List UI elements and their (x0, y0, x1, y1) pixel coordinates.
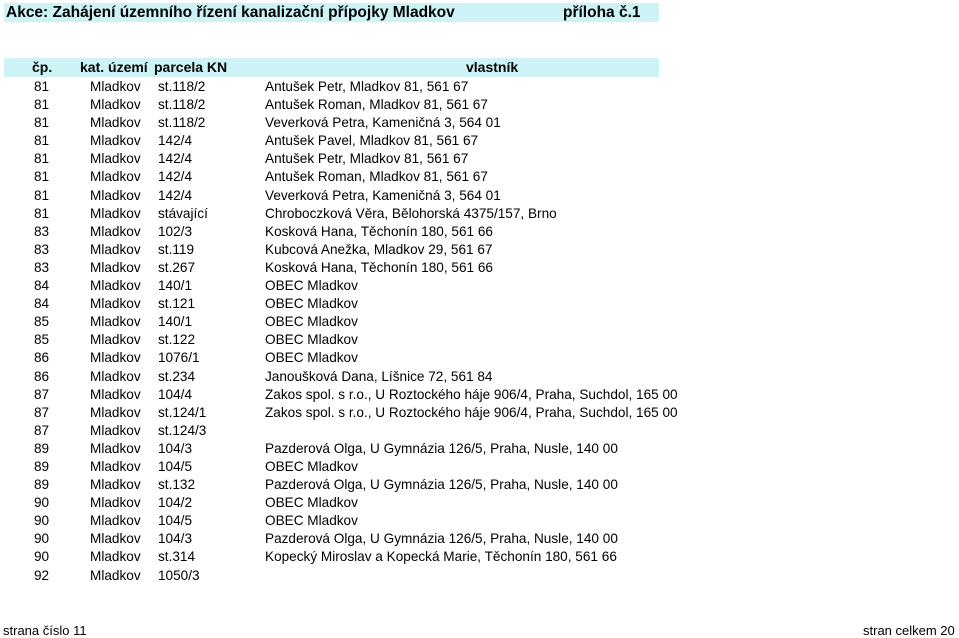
cell-cp: 85 (34, 314, 50, 330)
cell-vlastnik: OBEC Mladkov (265, 296, 358, 312)
cell-cp: 89 (34, 440, 50, 456)
cell-parcela: st.122 (158, 332, 196, 348)
cell-parcela: 1076/1 (158, 350, 200, 366)
cell-cp: 81 (34, 187, 50, 203)
cell-vlastnik: Zakos spol. s r.o., U Roztockého háje 906/4, Praha, Suchdol, 165 00 (265, 386, 678, 402)
table-row (0, 458, 959, 476)
cell-parcela: st.118/2 (158, 97, 206, 113)
cell-cp: 92 (34, 567, 50, 583)
cell-cp: 81 (34, 97, 50, 113)
table-row (0, 150, 959, 168)
cell-cp: 81 (34, 79, 50, 94)
table-header (4, 58, 659, 77)
cell-cp: 90 (34, 531, 50, 547)
cell-parcela: st.314 (158, 549, 196, 565)
cell-parcela: st.124/1 (158, 404, 207, 420)
cell-katastr: Mladkov (90, 187, 141, 203)
cell-parcela: st.119 (158, 241, 195, 257)
cell-vlastnik: OBEC Mladkov (265, 458, 358, 474)
table-row (0, 187, 959, 205)
cell-vlastnik: Antušek Roman, Mladkov 81, 561 67 (265, 169, 488, 185)
cell-parcela: 104/3 (158, 531, 193, 547)
table-row (0, 386, 959, 404)
cell-katastr: Mladkov (90, 205, 141, 221)
cell-parcela: st.124/3 (158, 422, 207, 438)
cell-katastr: Mladkov (90, 368, 141, 384)
cell-cp: 81 (34, 169, 50, 185)
cell-katastr: Mladkov (90, 79, 141, 94)
cell-vlastnik: Kosková Hana, Těchonín 180, 561 66 (265, 223, 493, 239)
cell-cp: 86 (34, 350, 50, 366)
cell-vlastnik: Pazderová Olga, U Gymnázia 126/5, Praha, Nusle, 140 00 (265, 440, 618, 456)
cell-vlastnik: Antušek Pavel, Mladkov 81, 561 67 (265, 133, 479, 149)
cell-vlastnik: Kosková Hana, Těchonín 180, 561 66 (265, 259, 493, 275)
cell-katastr: Mladkov (90, 567, 141, 583)
cell-vlastnik: Antušek Petr, Mladkov 81, 561 67 (265, 79, 469, 94)
cell-cp: 83 (34, 223, 50, 239)
table-row (0, 132, 959, 150)
table-row (0, 241, 959, 259)
cell-vlastnik: Janoušková Dana, Líšnice 72, 561 84 (265, 368, 493, 384)
cell-katastr: Mladkov (90, 549, 141, 565)
cell-parcela: 104/5 (158, 458, 193, 474)
cell-katastr: Mladkov (90, 115, 141, 131)
cell-cp: 83 (34, 241, 50, 257)
cell-katastr: Mladkov (90, 151, 141, 167)
cell-katastr: Mladkov (90, 241, 141, 257)
cell-katastr: Mladkov (90, 259, 141, 275)
cell-parcela: stávající (158, 205, 208, 221)
table-row (0, 78, 959, 96)
cell-cp: 85 (34, 332, 50, 348)
cell-vlastnik: Kubcová Anežka, Mladkov 29, 561 67 (265, 241, 493, 257)
page-number: strana číslo 11 (3, 623, 87, 638)
cell-vlastnik: OBEC Mladkov (265, 332, 358, 348)
table-row (0, 349, 959, 367)
cell-cp: 89 (34, 458, 50, 474)
cell-katastr: Mladkov (90, 477, 141, 493)
cell-katastr: Mladkov (90, 386, 141, 402)
cell-katastr: Mladkov (90, 133, 141, 149)
document-title: Akce: Zahájení územního řízení kanalizační přípojky Mladkov (6, 4, 455, 21)
table-row (0, 440, 959, 458)
cell-vlastnik: OBEC Mladkov (265, 350, 358, 366)
table-row (0, 530, 959, 548)
table-row (0, 223, 959, 241)
cell-parcela: 140/1 (158, 314, 193, 330)
table-row (0, 205, 959, 223)
table-row (0, 422, 959, 440)
table-row (0, 259, 959, 277)
cell-katastr: Mladkov (90, 440, 141, 456)
cell-katastr: Mladkov (90, 404, 141, 420)
cell-vlastnik: Antušek Roman, Mladkov 81, 561 67 (265, 97, 488, 113)
table-row (0, 494, 959, 512)
cell-katastr: Mladkov (90, 278, 141, 294)
cell-cp: 90 (34, 549, 50, 565)
header-parcela: parcela KN (154, 59, 228, 75)
cell-parcela: 142/4 (158, 133, 193, 149)
cell-cp: 90 (34, 513, 50, 529)
cell-cp: 81 (34, 205, 50, 221)
cell-parcela: 104/5 (158, 513, 193, 529)
cell-vlastnik: Veverková Petra, Kameničná 3, 564 01 (265, 115, 501, 131)
cell-cp: 83 (34, 259, 50, 275)
cell-parcela: 104/3 (158, 440, 193, 456)
cell-katastr: Mladkov (90, 513, 141, 529)
table-row (0, 512, 959, 530)
table-row (0, 567, 959, 585)
cell-vlastnik: OBEC Mladkov (265, 314, 358, 330)
cell-cp: 84 (34, 296, 50, 312)
cell-vlastnik: Pazderová Olga, U Gymnázia 126/5, Praha, Nusle, 140 00 (265, 531, 618, 547)
table-row (0, 168, 959, 186)
cell-parcela: st.121 (158, 296, 196, 312)
cell-parcela: 102/3 (158, 223, 193, 239)
cell-katastr: Mladkov (90, 350, 141, 366)
cell-cp: 81 (34, 115, 50, 131)
cell-katastr: Mladkov (90, 458, 141, 474)
cell-katastr: Mladkov (90, 332, 141, 348)
cell-parcela: 142/4 (158, 151, 193, 167)
table-row (0, 277, 959, 295)
cell-vlastnik: Zakos spol. s r.o., U Roztockého háje 906/4, Praha, Suchdol, 165 00 (265, 404, 678, 420)
table-row (0, 295, 959, 313)
cell-parcela: st.234 (158, 368, 196, 384)
cell-katastr: Mladkov (90, 169, 141, 185)
page-total: stran celkem 20 (863, 623, 955, 638)
cell-parcela: st.118/2 (158, 115, 206, 131)
cell-katastr: Mladkov (90, 296, 141, 312)
cell-katastr: Mladkov (90, 223, 141, 239)
cell-parcela: st.132 (158, 477, 196, 493)
table-row (0, 548, 959, 566)
cell-cp: 81 (34, 151, 50, 167)
cell-cp: 87 (34, 404, 50, 420)
cell-vlastnik: Pazderová Olga, U Gymnázia 126/5, Praha, Nusle, 140 00 (265, 477, 618, 493)
cell-vlastnik: Chroboczková Věra, Bělohorská 4375/157, Brno (265, 205, 557, 221)
appendix-label: příloha č.1 (563, 4, 641, 21)
header-vlastnik: vlastník (466, 59, 519, 75)
cell-katastr: Mladkov (90, 495, 141, 511)
cell-parcela: 1050/3 (158, 567, 200, 583)
owners-table (0, 78, 959, 585)
cell-cp: 87 (34, 422, 50, 438)
cell-parcela: 104/4 (158, 386, 193, 402)
cell-katastr: Mladkov (90, 314, 141, 330)
cell-cp: 81 (34, 133, 50, 149)
table-row (0, 476, 959, 494)
cell-parcela: st.118/2 (158, 79, 206, 94)
cell-vlastnik: OBEC Mladkov (265, 513, 358, 529)
table-row (0, 331, 959, 349)
cell-parcela: 142/4 (158, 187, 193, 203)
table-row (0, 114, 959, 132)
cell-cp: 89 (34, 477, 50, 493)
header-cp: čp. (32, 59, 53, 75)
cell-vlastnik: Antušek Petr, Mladkov 81, 561 67 (265, 151, 469, 167)
table-row (0, 313, 959, 331)
cell-parcela: 140/1 (158, 278, 193, 294)
cell-cp: 84 (34, 278, 50, 294)
cell-cp: 90 (34, 495, 50, 511)
cell-vlastnik: OBEC Mladkov (265, 278, 358, 294)
table-row (0, 404, 959, 422)
cell-vlastnik: Veverková Petra, Kameničná 3, 564 01 (265, 187, 501, 203)
cell-cp: 86 (34, 368, 50, 384)
cell-vlastnik: Kopecký Miroslav a Kopecká Marie, Těchonín 180, 561 66 (265, 549, 617, 565)
cell-vlastnik: OBEC Mladkov (265, 495, 358, 511)
cell-cp: 87 (34, 386, 50, 402)
cell-parcela: 142/4 (158, 169, 193, 185)
cell-parcela: 104/2 (158, 495, 193, 511)
table-row (0, 96, 959, 114)
header-katastr: kat. území (80, 59, 148, 75)
table-row (0, 368, 959, 386)
cell-parcela: st.267 (158, 259, 196, 275)
cell-katastr: Mladkov (90, 422, 141, 438)
cell-katastr: Mladkov (90, 531, 141, 547)
title-bar (4, 3, 659, 22)
cell-katastr: Mladkov (90, 97, 141, 113)
